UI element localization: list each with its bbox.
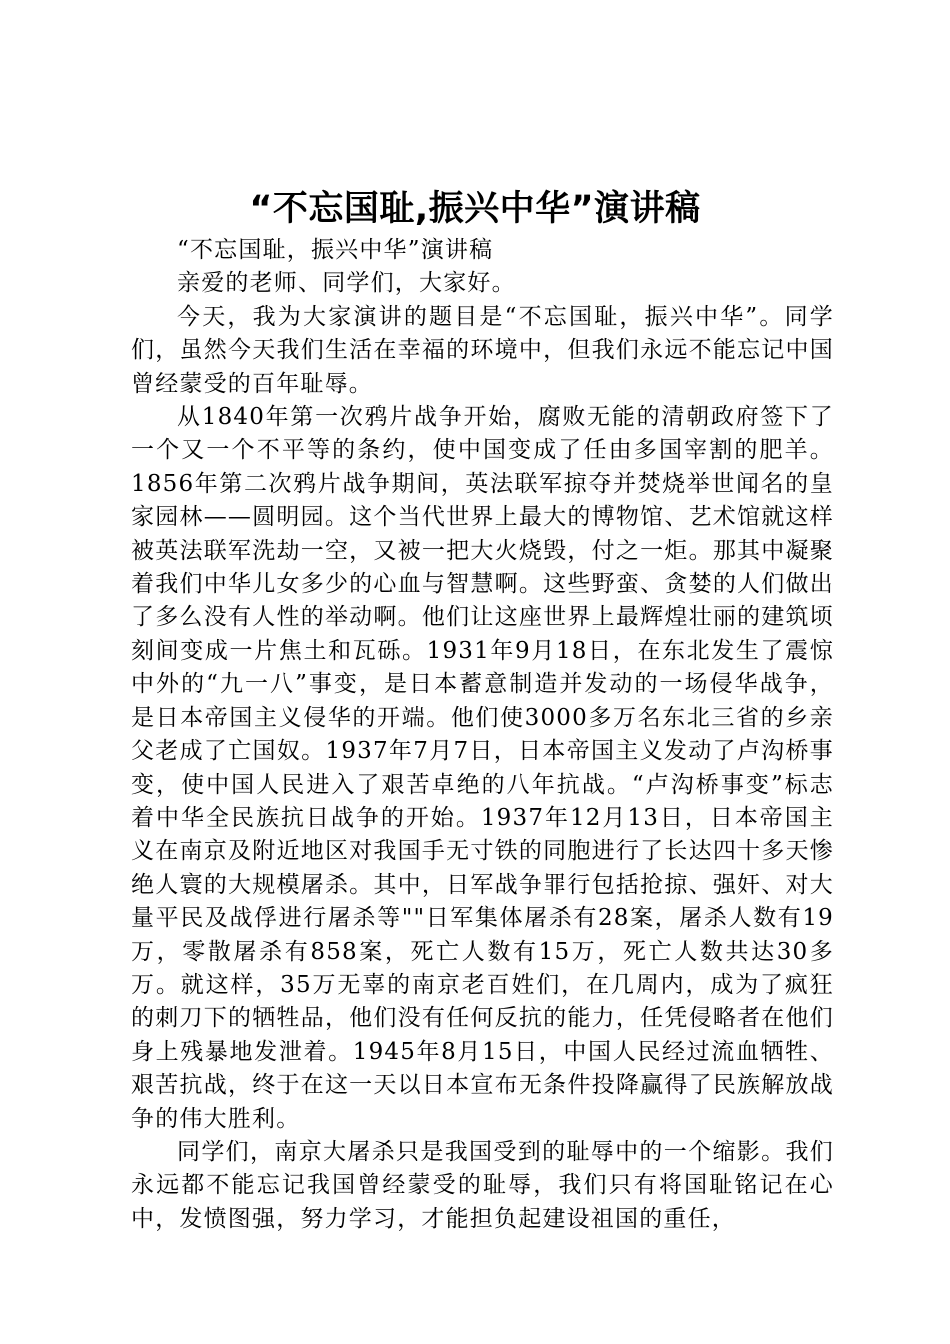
paragraph-history: 从1840年第一次鸦片战争开始，腐败无能的清朝政府签下了一个又一个不平等的条约，使中国变成了任由多国宰割的肥羊。1856年第二次鸦片战争期间，英法联军掠夺并焚烧举世闻名的皇家园林——圆明园。这个当代世界上最大的博物馆、艺术馆就这样被英法联军洗劫一空，又被一把大火烧毁，付之一炬。那其中凝聚着我们中华儿女多少的心血与智慧啊。这些野蛮、贪婪的人们做出了多么没有人性的举动啊。他们让这座世界上最辉煌壮丽的建筑顷刻间变成一片焦土和瓦砾。1931年9月18日，在东北发生了震惊中外的“九一八”事变，是日本蓄意制造并发动的一场侵华战争，是日本帝国主义侵华的开端。他们使3000多万名东北三省的乡亲父老成了亡国奴。1937年7月7日，日本帝国主义发动了卢沟桥事变，使中国人民进入了艰苦卓绝的八年抗战。“卢沟桥事变”标志着中华全民族抗日战争的开始。1937年12月13日，日本帝国主义在南京及附近地区对我国手无寸铁的同胞进行了长达四十多天惨绝人寰的大规模屠杀。其中，日军战争罪行包括抢掠、强奸、对大量平民及战俘进行屠杀等""日军集体屠杀有28案，屠杀人数有19万，零散屠杀有858案，死亡人数有15万，死亡人数共达30多万。就这样，35万无辜的南京老百姓们，在几周内，成为了疯狂的刺刀下的牺牲品，他们没有任何反抗的能力，任凭侵略者在他们身上残暴地发泄着。1945年8月15日，中国人民经过流血牺牲、艰苦抗战，终于在这一天以日本宣布无条件投降赢得了民族解放战争的伟大胜利。 <box>131 404 834 1132</box>
paragraph-intro: 今天，我为大家演讲的题目是“不忘国耻，振兴中华”。同学们，虽然今天我们生活在幸福的环境中，但我们永远不能忘记中国曾经蒙受的百年耻辱。 <box>131 303 834 397</box>
paragraph-greeting: 亲爱的老师、同学们，大家好。 <box>177 270 516 297</box>
document-body <box>131 234 834 1236</box>
paragraph-conclusion: 同学们，南京大屠杀只是我国受到的耻辱中的一个缩影。我们永远都不能忘记我国曾经蒙受的耻辱，我们只有将国耻铭记在心中，发愤图强，努力学习，才能担负起建设祖国的重任， <box>131 1138 834 1232</box>
paragraph-subtitle: “不忘国耻，振兴中华”演讲稿 <box>177 237 494 263</box>
document-title: “不忘国耻,振兴中华”演讲稿 <box>249 189 701 229</box>
